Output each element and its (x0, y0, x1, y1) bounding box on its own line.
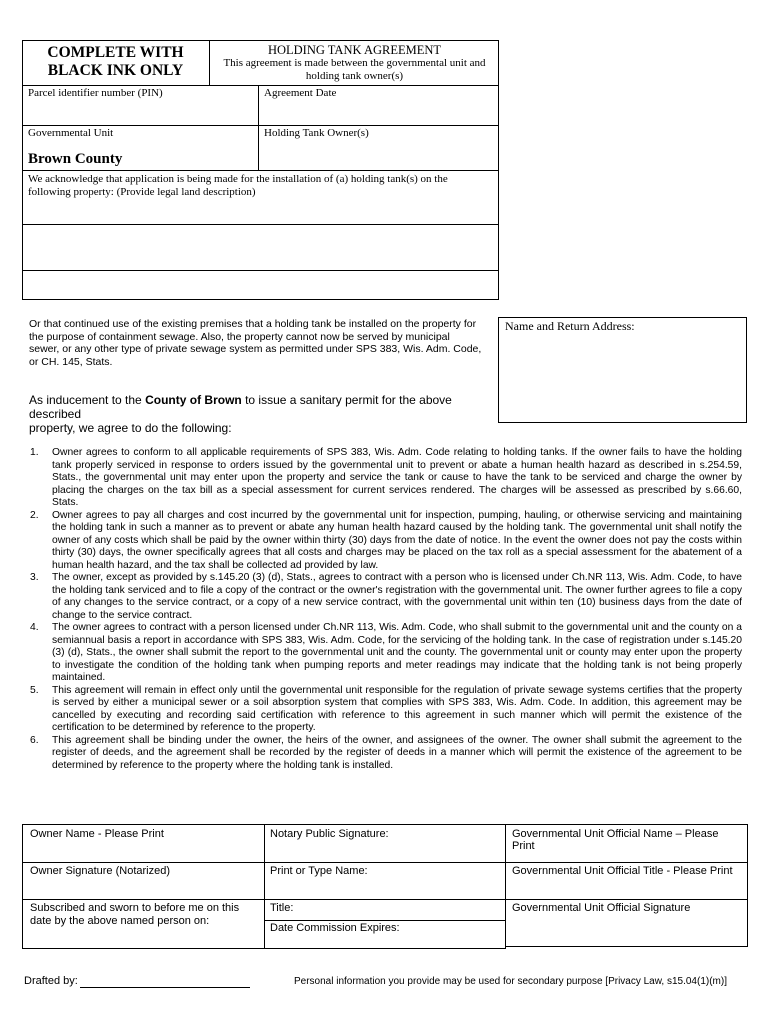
term-item (22, 622, 742, 685)
term-item (22, 447, 742, 510)
gov-unit-field[interactable] (22, 126, 259, 171)
continued-line1: Or that continued use of the existing premises that a holding tank be installed on the property for (29, 318, 477, 330)
print-name-label: Print or Type Name: (270, 865, 368, 877)
term-text: This agreement shall be binding under the owner, the heirs of the owner, and assignees of the owner. The owner shall submit the agreement to the register of deeds, and the agreement shall be recorded by the register of deeds in a manner which will permit the existence of the agreement to be determined by reference to the property where the holding tank is installed. (52, 734, 742, 771)
ack-line1: We acknowledge that application is being made for the installation of (a) holding tank(s) on the (28, 173, 448, 185)
owner-signature-field[interactable] (22, 862, 265, 900)
print-name-field[interactable] (264, 862, 506, 900)
agreement-date-field[interactable] (258, 85, 499, 126)
return-address-label: Name and Return Address: (505, 319, 635, 333)
return-address-box[interactable] (498, 317, 747, 423)
notary-title-field[interactable] (264, 899, 506, 921)
subscribed-line1: Subscribed and sworn to before me on this (30, 902, 240, 914)
gov-official-signature-label: Governmental Unit Official Signature (512, 902, 691, 914)
gov-official-title-field[interactable] (505, 862, 748, 900)
inducement-pre: As inducement to the (29, 393, 146, 407)
form-subtitle-line2: holding tank owner(s) (305, 70, 404, 82)
term-number: 4. (30, 622, 39, 633)
term-item (22, 735, 742, 773)
instruction-line1: COMPLETE WITH (47, 44, 184, 61)
gov-unit-label: Governmental Unit (28, 127, 114, 139)
owner-name-field[interactable] (22, 824, 265, 863)
continued-line4: or CH. 145, Stats. (29, 355, 113, 368)
pin-label: Parcel identifier number (PIN) (28, 87, 163, 99)
instruction-line2: BLACK INK ONLY (47, 62, 184, 79)
term-item (22, 572, 742, 622)
commission-expires-label: Date Commission Expires: (270, 922, 400, 934)
notary-signature-field[interactable] (264, 824, 506, 863)
form-subtitle-line1: This agreement is made between the governmental unit and (223, 57, 486, 69)
inducement-line2: property, we agree to do the following: (29, 421, 232, 435)
gov-official-name-field[interactable] (505, 824, 748, 863)
inducement-line1 (29, 393, 499, 421)
gov-official-name-label: Governmental Unit Official Name – Please Print (512, 828, 719, 852)
continued-use-paragraph (29, 318, 499, 368)
term-item (22, 685, 742, 735)
inducement-paragraph (29, 393, 499, 435)
owner-signature-label: Owner Signature (Notarized) (30, 865, 171, 877)
term-text: This agreement will remain in effect only until the governmental unit responsible for the regulation of private sewage systems certifies that the property is served by either a municipal sewer or a soil absorption system that complies with SPS 383, Wis. Adm. Code. In addition, this agreement may be cancelled by executing and recording said certification with reference to this agreement in such manner which will permit the existence of the certification to be determined by reference to the property. (52, 684, 742, 733)
legal-description-field[interactable] (22, 170, 499, 224)
ink-instruction-cell (22, 40, 210, 86)
terms-list (22, 447, 742, 772)
subscribed-line2: date by the above named person on: (30, 915, 210, 927)
term-text: The owner, except as provided by s.145.20 (3) (d), Stats., agrees to contract with a person who is licensed under Ch.NR 113, Wis. Adm. Code, to have the holding tank serviced and to file a copy of the contract or the owner's registration with the governmental unit. The owner further agrees to file a copy of any changes to the service contract, or a copy of a new service contract, with the governmental unit within ten (10) business days from the date of change to the service contract. (52, 572, 742, 621)
county-name: County of Brown (145, 393, 242, 407)
owner-name-label: Owner Name - Please Print (30, 828, 164, 840)
legal-description-line-2[interactable] (22, 224, 499, 271)
title-cell (210, 40, 499, 86)
term-text: Owner agrees to conform to all applicable requirements of SPS 383, Wis. Adm. Code relating to holding tanks. If the owner fails to have the holding tank properly serviced in response to orders issued by the governmental unit to prevent or abate a human health hazard as described in s.254.59, Stats., the governmental unit may enter upon the property and service the tank or cause to have the tank to be serviced and charge the owner by placing the charges on the tax bill as a special assessment for current services rendered. The charges will be assessed as prescribed by s.66.60, Stats. (52, 447, 742, 508)
drafted-by-line[interactable] (80, 974, 250, 988)
notary-signature-label: Notary Public Signature: (270, 828, 389, 840)
commission-expires-field[interactable] (264, 920, 506, 949)
privacy-note: Personal information you provide may be used for secondary purpose [Privacy Law, s15.04(1)(m)] (294, 976, 727, 987)
term-number: 1. (30, 447, 39, 458)
continued-line3: sewer, or any other type of private sewage system as permitted under SPS 383, Wis. Adm. Code, (29, 343, 482, 355)
term-number: 3. (30, 572, 39, 583)
term-number: 6. (30, 734, 39, 746)
drafted-by-label: Drafted by: (24, 975, 78, 987)
gov-unit-value: Brown County (28, 151, 123, 167)
owners-label: Holding Tank Owner(s) (264, 127, 369, 139)
subscribed-sworn-field[interactable] (22, 899, 265, 949)
gov-official-signature-field[interactable] (505, 899, 748, 947)
ack-line2: following property: (Provide legal land description) (28, 186, 256, 198)
gov-official-title-label: Governmental Unit Official Title - Please Print (512, 865, 733, 877)
term-number: 2. (30, 509, 39, 521)
term-item (22, 510, 742, 573)
term-text: The owner agrees to contract with a person licensed under Ch.NR 113, Wis. Adm. Code, who shall submit to the governmental unit and the county on a semiannual basis a report in accordance with SPS 383, Wis. Adm. Code, for the servicing of the holding tank. In the case of registration under s.145.20 (3) (d), Stats., the owner shall submit the report to the governmental unit and the county. The governmental unit or county may enter upon the property to investigate the condition of the holding tank when pumping reports and meter readings may indicate that the holding tank is not being properly maintained. (52, 622, 742, 683)
inducement-post: to issue a sanitary permit for the above described (29, 393, 452, 421)
term-number: 5. (30, 684, 39, 696)
pin-field[interactable] (22, 85, 259, 126)
owners-field[interactable] (258, 126, 499, 171)
agreement-date-label: Agreement Date (264, 87, 337, 99)
notary-title-label: Title: (270, 902, 294, 914)
form-title: HOLDING TANK AGREEMENT (267, 43, 442, 57)
term-text: Owner agrees to pay all charges and cost incurred by the governmental unit for inspection, pumping, hauling, or otherwise servicing and maintaining the holding tank in such a manner as to prevent or abate any human health hazard caused by the holding tank. The governmental unit shall notify the owner of any costs which shall be paid by the owner within thirty (30) days from the date of notice. In the event the owner does not pay the costs within thirty (30) days, the owner specifically agrees that all costs and charges may be placed on the tax roll as a special assessment for the abatement of a human health hazard, and the tax shall be collected ad provided by law. (52, 509, 742, 571)
continued-line2: the purpose of containment sewage. Also, the property cannot now be served by municipal (29, 330, 450, 343)
legal-description-line-3[interactable] (22, 270, 499, 300)
